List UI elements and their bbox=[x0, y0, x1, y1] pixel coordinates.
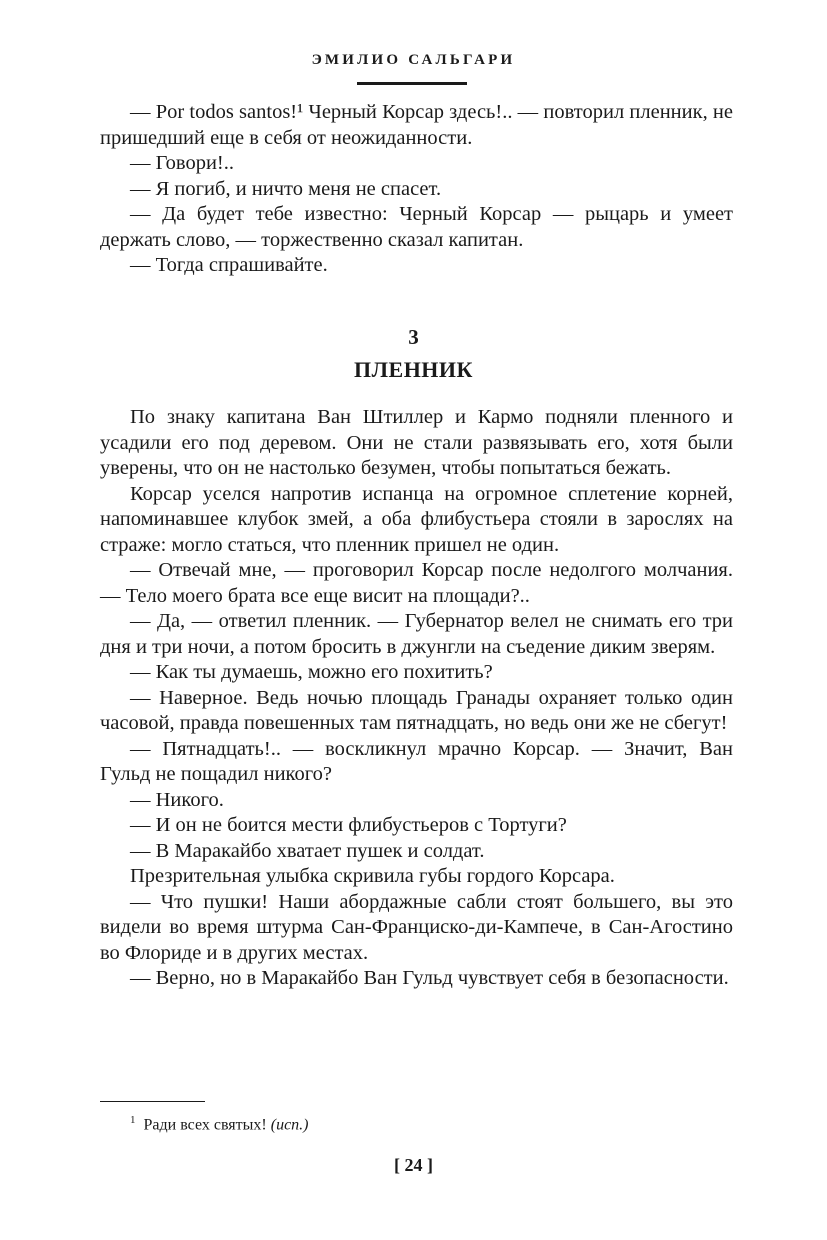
top-text-block bbox=[100, 100, 733, 279]
paragraph: — Тогда спрашивайте. bbox=[130, 254, 328, 276]
paragraph: — Говори!.. bbox=[130, 152, 235, 174]
paragraph: — И он не боится мести флибустьеров с Тортуги? bbox=[130, 814, 567, 836]
paragraph: По знаку капитана Ван Штиллер и Кармо подняли пленного и усадили его под деревом. Они не стали развязывать его, хотя были уверены, что он не настолько безумен, чтобы попытаться бежать. bbox=[100, 406, 733, 479]
paragraph: — Por todos santos!¹ Черный Корсар здесь!.. — повторил пленник, не пришедший еще в себя от неожиданности. bbox=[100, 101, 733, 149]
chapter-title: ПЛЕННИК bbox=[354, 357, 473, 382]
paragraph: — Как ты думаешь, можно его похитить? bbox=[130, 661, 493, 683]
paragraph: — Верно, но в Маракайбо Ван Гульд чувствует себя в безопасности. bbox=[130, 967, 729, 989]
paragraph: — Наверное. Ведь ночью площадь Гранады охраняет только один часовой, правда повешенных там пятнадцать, но ведь они же не сбегут! bbox=[100, 686, 733, 734]
paragraph: Презрительная улыбка скривила губы гордого Корсара. bbox=[130, 865, 615, 887]
paragraph: — Я погиб, и ничто меня не спасет. bbox=[130, 177, 442, 200]
main-text-block bbox=[100, 405, 733, 992]
paragraph: — Да будет тебе известно: Черный Корсар — рыцарь и умеет держать слово, — торжественно сказал капитан. bbox=[100, 203, 733, 251]
chapter-number: 3 bbox=[408, 325, 419, 349]
page-number: [ 24 ] bbox=[394, 1155, 433, 1175]
running-head: ЭМИЛИО САЛЬГАРИ bbox=[311, 52, 516, 68]
paragraph: — Отвечай мне, — проговорил Корсар после недолгого молчания. — Тело моего брата все еще висит на площади?.. bbox=[100, 559, 733, 607]
paragraph: — Что пушки! Наши абордажные сабли стоят большего, вы это видели во время штурма Сан-Франциско-ди-Кампече, в Сан-Агостино во Флориде и в других местах. bbox=[100, 890, 733, 964]
footnote-text: Ради всех святых! bbox=[143, 1116, 267, 1134]
footnote bbox=[130, 1110, 309, 1135]
footnote-note: (исп.) bbox=[270, 1116, 309, 1134]
footnote-marker: 1 bbox=[130, 1114, 136, 1126]
paragraph: Корсар уселся напротив испанца на огромное сплетение корней, напоминавшее клубок змей, а оба флибустьера стояли в зарослях на страже: могло статься, что пленник пришел не один. bbox=[100, 482, 733, 556]
footnote-rule bbox=[100, 1101, 205, 1102]
paragraph: — В Маракайбо хватает пушек и солдат. bbox=[130, 839, 485, 862]
paragraph: — Да, — ответил пленник. — Губернатор велел не снимать его три дня и три ночи, а потом бросить в джунгли на съедение диким зверям. bbox=[100, 610, 733, 658]
paragraph: — Никого. bbox=[130, 788, 224, 811]
paragraph: — Пятнадцать!.. — воскликнул мрачно Корсар. — Значит, Ван Гульд не пощадил никого? bbox=[100, 737, 733, 785]
header-rule bbox=[357, 82, 467, 85]
